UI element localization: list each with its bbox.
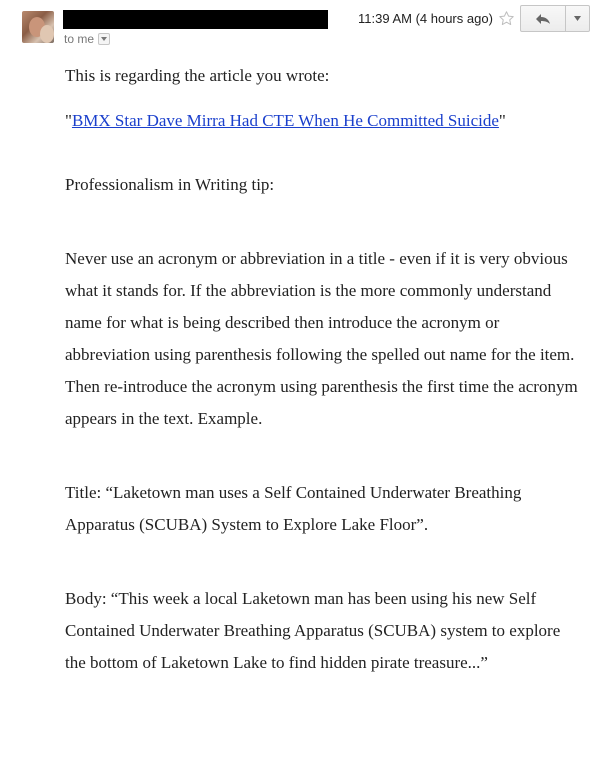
email-body bbox=[65, 60, 585, 679]
chevron-down-icon bbox=[574, 16, 581, 21]
tip-body: Never use an acronym or abbreviation in a title - even if it is very obvious what it stands for. If the abbreviation is the more commonly understand name for what is being described then introduce the acronym or abbreviation using parenthesis following the spelled out name for the item. Then re-introduce the acronym using parenthesis the first time the acronym appears in the text. Example. bbox=[65, 249, 578, 428]
body-example: Body: “This week a local Laketown man has been using his new Self Contained Underwater Breathing Apparatus (SCUBA) system to explore the bottom of Laketown Lake to find hidden pirate treasure...” bbox=[65, 589, 561, 672]
sender-avatar[interactable] bbox=[22, 11, 54, 43]
reply-button[interactable] bbox=[520, 5, 566, 32]
quote-close: " bbox=[498, 111, 506, 130]
recipient-details-toggle[interactable] bbox=[98, 33, 110, 45]
redacted-sender-name bbox=[63, 10, 328, 29]
avatar-face-secondary bbox=[40, 25, 54, 43]
star-icon[interactable] bbox=[498, 10, 515, 27]
more-options-button[interactable] bbox=[566, 5, 590, 32]
chevron-down-icon bbox=[101, 37, 107, 41]
quote-open: " bbox=[65, 111, 72, 130]
reply-button-group bbox=[520, 5, 590, 33]
recipient-line bbox=[64, 32, 110, 46]
tip-heading: Professionalism in Writing tip: bbox=[65, 175, 275, 194]
email-timestamp: 11:39 AM (4 hours ago) bbox=[358, 11, 493, 26]
intro-line: This is regarding the article you wrote: bbox=[65, 66, 330, 85]
reply-arrow-icon bbox=[535, 13, 551, 25]
article-link[interactable]: BMX Star Dave Mirra Had CTE When He Committed Suicide bbox=[71, 111, 499, 130]
recipient-label: to me bbox=[64, 32, 95, 46]
email-header bbox=[0, 0, 611, 56]
title-example: Title: “Laketown man uses a Self Contained Underwater Breathing Apparatus (SCUBA) System to Explore Lake Floor”. bbox=[65, 483, 522, 534]
article-line bbox=[65, 105, 585, 137]
